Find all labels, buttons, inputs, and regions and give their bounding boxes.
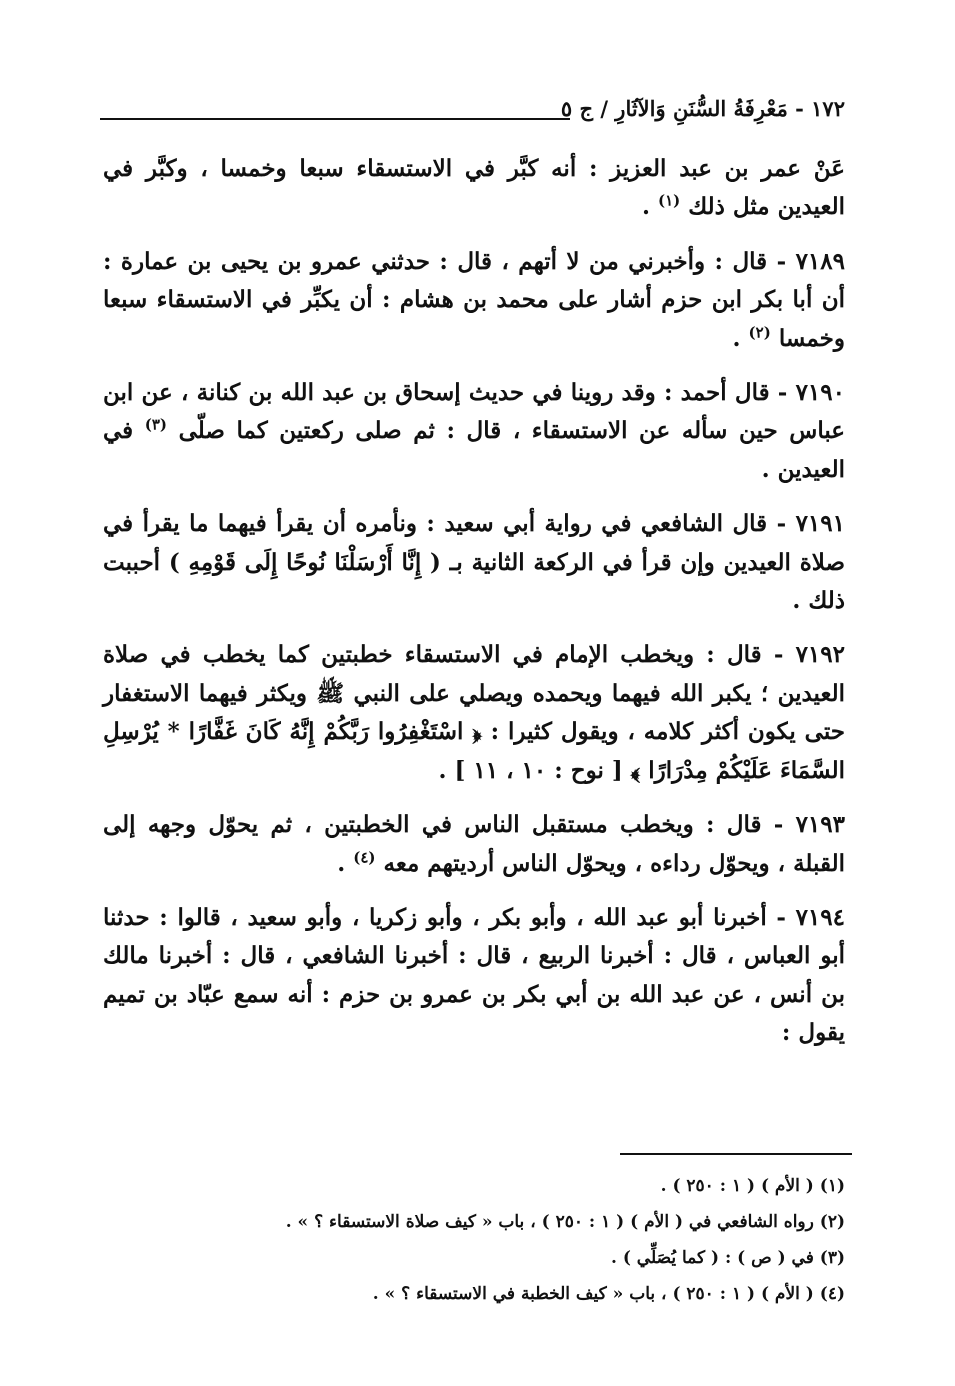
paragraph (103, 374, 845, 489)
paragraph (103, 636, 845, 790)
footnotes (100, 1168, 845, 1312)
paragraph (103, 806, 845, 883)
paragraph-tail: . (732, 324, 749, 352)
paragraph-text: ٧١٩١ - قال الشافعي في رواية أبي سعيد : ونأمره أن يقرأ فيهما ما يقرأ في صلاة العيدين وإن قرأ في الركعة الثانية بـ ( إِنَّا أَرْسَلْنَا نُوحًا إِلَى قَوْمِهِ ) أحببت ذلك . (103, 510, 845, 615)
paragraph (103, 899, 845, 1053)
header-title: ١٧٢ - مَعْرِفَةُ السُّنَنِ وَالآثَارِ / ج ٥ (560, 96, 845, 121)
paragraph-tail: في العيدين . (103, 417, 845, 483)
footnote-rule (620, 1153, 852, 1155)
main-text (103, 150, 845, 1069)
footnote: (٢) رواه الشافعي في ( الأم ) ( ١ : ٢٥٠ ) ، باب « كيف صلاة الاستسقاء ؟ » . (285, 1212, 845, 1232)
paragraph-text: ٧١٨٩ - قال : وأخبرني من لا أتهم ، قال : حدثني عمرو بن يحيى بن عمارة : أن أبا بكر ابن حزم أشار على محمد بن هشام : أن يكبِّر في الاستسقاء سبعا وخمسا (103, 247, 845, 352)
footnote-ref: (١) (657, 191, 681, 210)
footnote-ref: (٢) (748, 322, 771, 341)
paragraph-text: عَنْ عمر بن عبد العزيز : أنه كبَّر في الاستسقاء سبعا وخمسا ، وكبَّر في العيدين مثل ذلك (103, 155, 845, 221)
footnote: (٣) في ( ص ) : ( كما يُصَلِّي ) . (610, 1248, 845, 1268)
header-rule (100, 118, 570, 120)
paragraph (103, 243, 845, 358)
paragraph-text: ٧١٩٠ - قال أحمد : وقد روينا في حديث إسحاق بن عبد الله بن كنانة ، عن ابن عباس حين سأله عن الاستسقاء ، قال : ثم صلى ركعتين كما صلّى (103, 379, 845, 445)
paragraph-tail: . (641, 193, 658, 221)
paragraph-text: ٧١٩٣ - قال : ويخطب مستقبل الناس في الخطبتين ، ثم يحوّل وجهه إلى القبلة ، ويحوّل رداءه ، ويحوّل الناس أرديتهم معه (103, 811, 845, 877)
paragraph-text: ٧١٩٢ - قال : ويخطب الإمام في الاستسقاء خطبتين كما يخطب في صلاة العيدين ؛ يكبر الله فيهما ويحمده ويصلي على النبي ﷺ ويكثر فيهما الاستغفار حتى يكون أكثر كلامه ، ويقول كثيرا : ﴿ اسْتَغْفِرُوا رَبَّكُمْ إِنَّهُ كَانَ غَفَّارًا * يُرْسِلِ السَّمَاءَ عَلَيْكُمْ مِدْرَارًا ﴾ [ نوح : ١٠ ، ١١ ] . (103, 641, 845, 784)
footnote: (١) ( الأم ) ( ١ : ٢٥٠ ) . (660, 1176, 845, 1196)
paragraph (103, 505, 845, 620)
paragraph-tail: . (337, 849, 354, 877)
footnote: (٤) ( الأم ) ( ١ : ٢٥٠ ) ، باب « كيف الخطبة في الاستسقاء ؟ » . (372, 1284, 845, 1304)
footnote-ref: (٤) (353, 847, 376, 866)
running-header (100, 96, 845, 136)
footnote-ref: (٣) (144, 415, 168, 434)
paragraph-text: ٧١٩٤ - أخبرنا أبو عبد الله ، وأبو بكر ، وأبو زكريا ، وأبو سعيد ، قالوا : حدثنا أبو العباس ، قال : أخبرنا الربيع ، قال : أخبرنا الشافعي ، قال : أخبرنا مالك بن أنس ، عن عبد الله بن أبي بكر بن عمرو بن حزم : أنه سمع عبّاد بن تميم يقول : (103, 903, 845, 1047)
paragraph (103, 150, 845, 227)
